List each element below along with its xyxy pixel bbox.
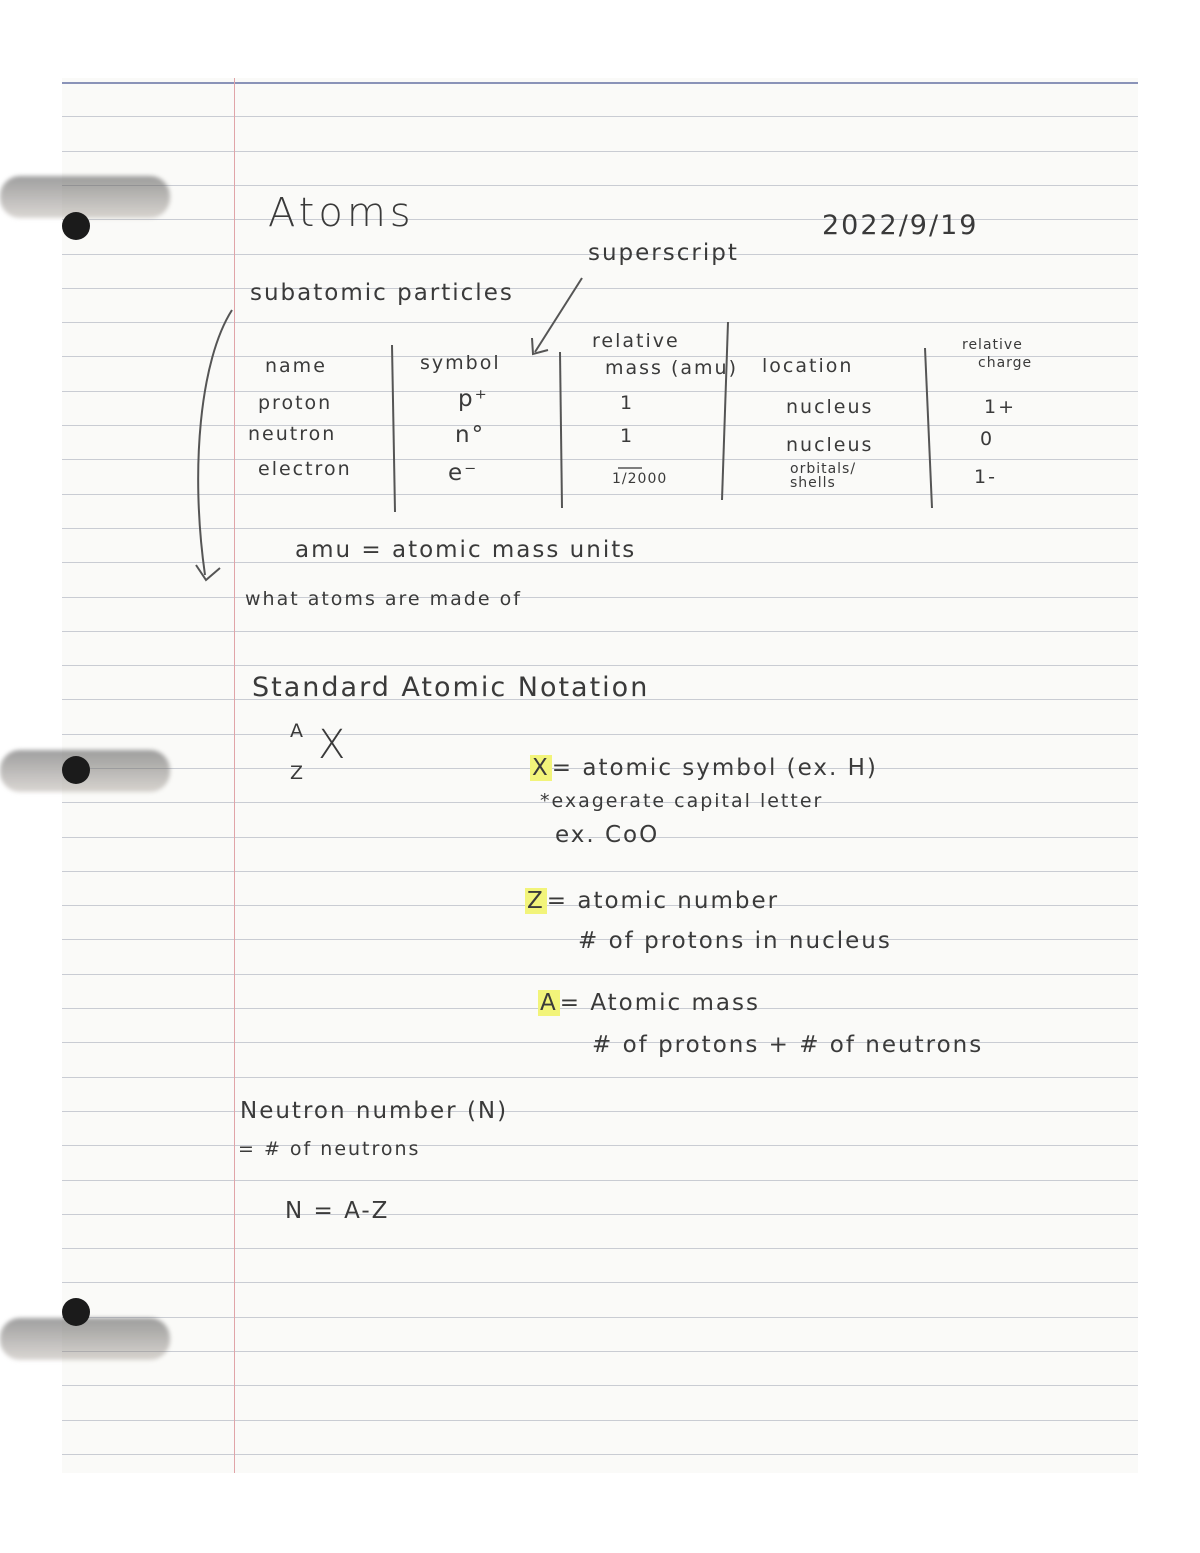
table-divider-2 — [560, 352, 562, 508]
cell-symbol: e⁻ — [448, 460, 479, 486]
a-def: = Atomic mass — [559, 990, 760, 1016]
table-divider-1 — [392, 345, 395, 512]
header-mass-2: mass (amu) — [605, 357, 739, 379]
z-definition — [525, 888, 779, 914]
bracket-arrowhead — [196, 565, 220, 580]
cell-name: neutron — [248, 423, 337, 445]
x-def: = atomic symbol (ex. H) — [551, 755, 878, 781]
x-example: ex. CoO — [555, 822, 660, 848]
cell-name: proton — [258, 392, 333, 414]
header-location: location — [762, 355, 854, 377]
cell-location: orbitals/ shells — [790, 461, 857, 491]
cell-location: nucleus — [786, 396, 874, 418]
symbol-A: A — [290, 720, 305, 742]
cell-name: electron — [258, 458, 352, 480]
header-symbol: symbol — [420, 352, 501, 374]
z-key: Z — [527, 888, 545, 914]
neutron-formula: N = A-Z — [285, 1198, 390, 1224]
superscript-arrow — [535, 278, 582, 352]
bracket-arrow — [198, 310, 232, 575]
cell-mass: 1 — [620, 425, 635, 447]
cell-symbol: p⁺ — [458, 386, 489, 412]
x-key: X — [532, 755, 550, 781]
x-note: *exagerate capital letter — [540, 790, 824, 812]
section-heading: subatomic particles — [250, 280, 514, 306]
a-key: A — [540, 990, 558, 1016]
cell-location: nucleus — [786, 434, 874, 456]
cell-symbol: n° — [455, 422, 486, 448]
header-mass-1: relative — [592, 330, 680, 352]
neutron-heading: Neutron number (N) — [240, 1098, 509, 1124]
notation-heading: Standard Atomic Notation — [252, 672, 650, 703]
z-def: = atomic number — [546, 888, 780, 914]
a-definition — [538, 990, 760, 1016]
a-note: # of protons + # of neutrons — [592, 1032, 984, 1058]
cell-mass: 1/2000 — [612, 471, 668, 487]
neutron-definition: = # of neutrons — [238, 1138, 421, 1160]
x-definition — [530, 755, 878, 781]
header-charge-2: charge — [978, 355, 1033, 371]
header-name: name — [265, 355, 327, 377]
amu-note: amu = atomic mass units — [295, 537, 637, 563]
superscript-note: superscript — [588, 240, 739, 266]
header-charge-1: relative — [962, 337, 1023, 353]
symbol-X: X — [318, 722, 350, 768]
z-note: # of protons in nucleus — [578, 928, 892, 954]
page-title: Atoms — [268, 190, 415, 236]
cell-mass: 1 — [620, 392, 635, 414]
table-divider-4 — [925, 348, 932, 508]
cell-charge: 1- — [974, 466, 997, 488]
table-divider-3 — [722, 322, 728, 500]
date: 2022/9/19 — [822, 210, 979, 241]
cell-charge: 0 — [980, 428, 995, 450]
symbol-Z: Z — [290, 762, 306, 784]
what-note: what atoms are made of — [245, 588, 522, 610]
cell-charge: 1+ — [984, 396, 1017, 418]
